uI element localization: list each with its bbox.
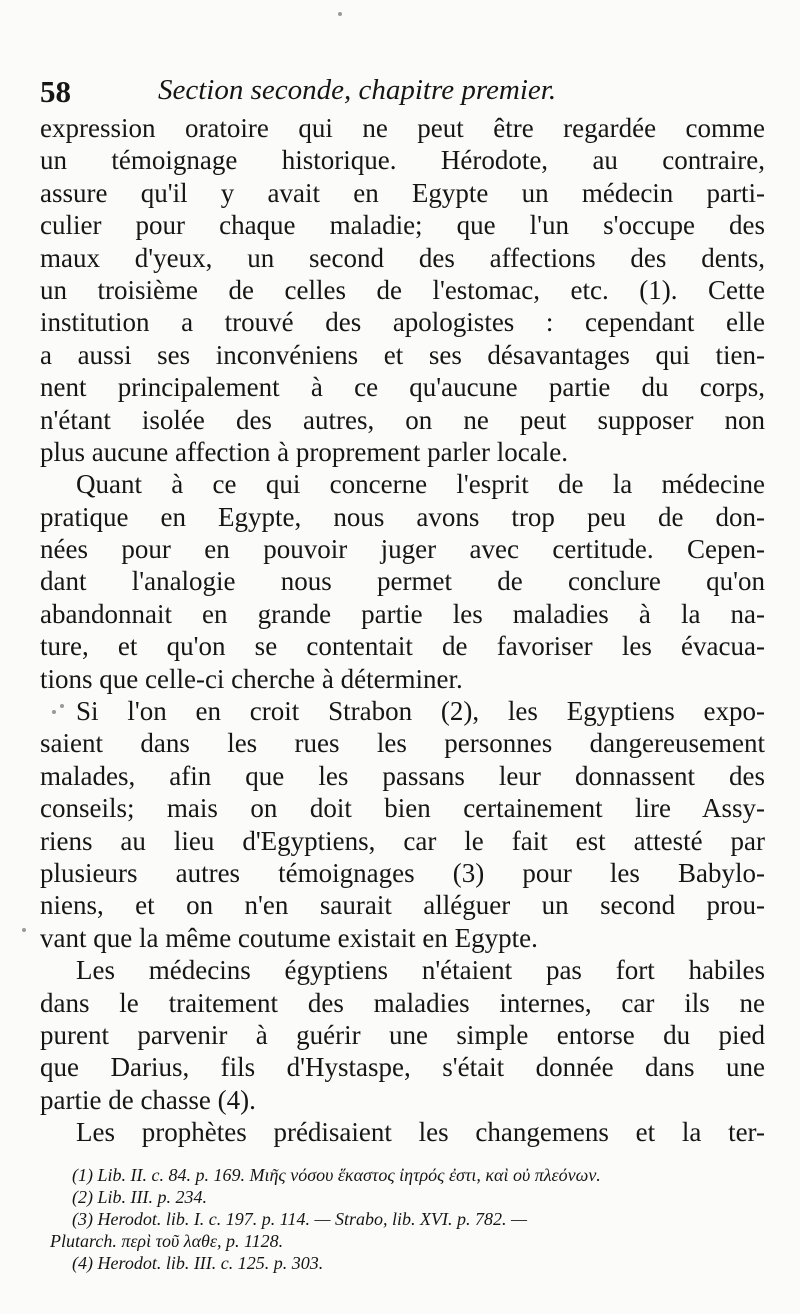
paper-speck [60, 704, 64, 708]
text-line: ture, et qu'on se contentait de favoriser les évacua- [40, 631, 765, 662]
footnote-continuation: Plutarch. περὶ τοῦ λαθε, p. 1128. [50, 1231, 284, 1251]
paragraph-start-line: Quant à ce qui concerne l'esprit de la médecine [76, 469, 765, 500]
text-line: vant que la même coutume existait en Egypte. [40, 922, 538, 953]
paper-speck [22, 928, 26, 932]
text-line: malades, afin que les passans leur donnassent des [40, 760, 765, 791]
text-line: assure qu'il y avait en Egypte un médecin parti- [40, 177, 765, 208]
text-line: institution a trouvé des apologistes : cependant elle [40, 307, 765, 338]
footnotes [50, 1164, 762, 1274]
footnote: (1) Lib. II. c. 84. p. 169. Μιῆς νόσου ἕκαστος ἰητρός ἐστι, καὶ οὐ πλεόνων. [72, 1165, 601, 1185]
text-line: plusieurs autres témoignages (3) pour les Babylo- [40, 857, 765, 888]
text-line: partie de chasse (4). [40, 1084, 256, 1115]
text-line: conseils; mais on doit bien certainement lire Assy- [40, 793, 765, 824]
text-line: pratique en Egypte, nous avons trop peu de don- [40, 501, 765, 532]
paragraph-start-line: Les prophètes prédisaient les changemens et la ter- [76, 1117, 765, 1148]
text-line: plus aucune affection à proprement parler locale. [40, 436, 569, 467]
paper-speck [338, 12, 342, 16]
text-line: dant l'analogie nous permet de conclure qu'on [40, 566, 765, 597]
text-line: riens au lieu d'Egyptiens, car le fait est attesté par [40, 825, 765, 856]
text-line: tions que celle-ci cherche à déterminer. [40, 663, 463, 694]
text-line: a aussi ses inconvéniens et ses désavantages qui tien- [40, 339, 765, 370]
text-line: expression oratoire qui ne peut être regardée comme [40, 113, 765, 143]
text-line: dans le traitement des maladies internes, car ils ne [40, 987, 765, 1018]
text-line: nent principalement à ce qu'aucune partie du corps, [40, 372, 765, 403]
text-line: purent parvenir à guérir une simple entorse du pied [40, 1019, 765, 1050]
footnote: (4) Herodot. lib. III. c. 125. p. 303. [72, 1253, 324, 1273]
text-line: culier pour chaque maladie; que l'un s'occupe des [40, 210, 765, 241]
text-line: que Darius, fils d'Hystaspe, s'était donnée dans une [40, 1052, 765, 1083]
page-header [40, 74, 760, 114]
text-line: niens, et on n'en saurait alléguer un second prou- [40, 890, 765, 921]
running-head: Section seconde, chapitre premier. [158, 74, 557, 106]
paper-speck [52, 710, 56, 714]
footnote: (2) Lib. III. p. 234. [72, 1187, 207, 1207]
text-line: abandonnait en grande partie les maladies à la na- [40, 598, 765, 629]
paragraph-start-line: Si l'on en croit Strabon (2), les Egyptiens expo- [76, 696, 765, 727]
footnote: (3) Herodot. lib. I. c. 197. p. 114. — Strabo, lib. XVI. p. 782. — [72, 1209, 527, 1229]
paragraph-start-line: Les médecins égyptiens n'étaient pas fort habiles [76, 955, 765, 986]
text-line: nées pour en pouvoir juger avec certitude. Cepen- [40, 534, 765, 565]
text-line: saient dans les rues les personnes dangereusement [40, 728, 765, 759]
text-line: maux d'yeux, un second des affections des dents, [40, 242, 765, 273]
text-line: n'étant isolée des autres, on ne peut supposer non [40, 404, 765, 435]
page-number: 58 [40, 74, 71, 109]
text-line: un troisième de celles de l'estomac, etc. (1). Cette [40, 274, 765, 305]
text-line: un témoignage historique. Hérodote, au contraire, [40, 145, 765, 176]
body-text [40, 112, 765, 1149]
